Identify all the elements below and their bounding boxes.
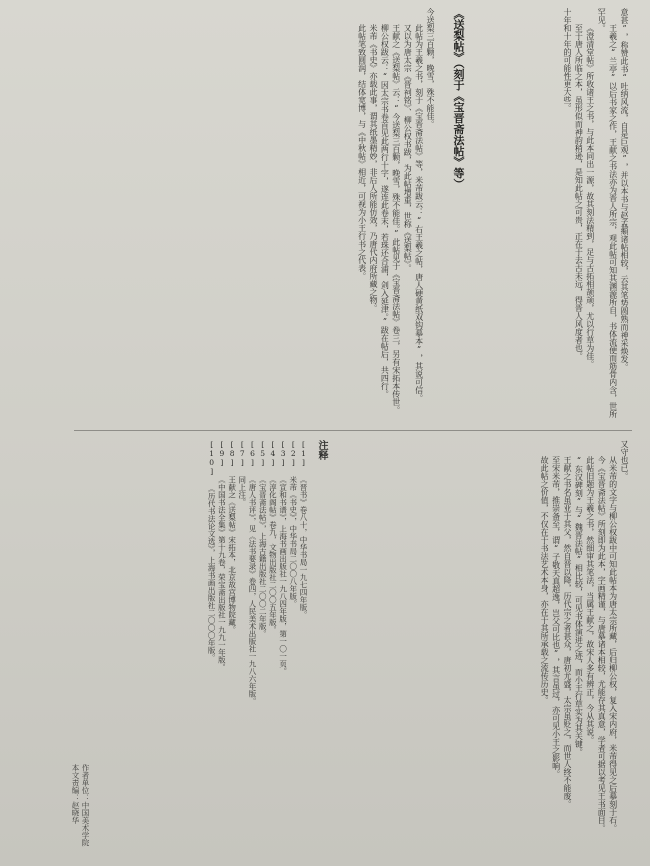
paragraph: “东汉碑刻”与“魏晋法帖”相比较，可见书体演进之迹，而小王行草实为其关键。 — [574, 456, 584, 756]
top-right-column — [472, 8, 630, 424]
paragraph: 米芾《书史》亦载此事，谓其纸墨精妙，非后人所能仿效，乃唐代内府所藏之物。 — [368, 24, 378, 312]
paragraph: 十年和十年的可能性更大些。 — [562, 8, 572, 112]
paragraph: 又以为唐太宗《晋祠铭》、柳公权书跋，为此帖增重，世称《送梨帖》。 — [403, 24, 413, 272]
note-item: [2] 米芾《书史》，中华书局二〇〇八年版。 — [288, 440, 298, 608]
paragraph: 王献之书名虽亚于其父，然自晋以降，历代宗之者甚众，唐初尤盛，太宗虽贬之，而世人终不能废。 — [562, 456, 572, 808]
note-item: [5] 《宝晋斋法帖》，上海古籍出版社二〇〇二年版。 — [258, 440, 268, 638]
note-item: [3] 《宣和书谱》，上海书画出版社一九八四年版，第一〇一页。 — [278, 440, 288, 675]
note-item: [7] 同上注。 — [237, 440, 247, 506]
note-item: [8] 王献之《送梨帖》宋拓本，北京故宫博物院藏。 — [227, 440, 237, 634]
paragraph: 此帖为王羲之书，刻于《宝晋斋法帖》等，米芾跋云：“右王羲之帖，唐人硬黄纸双钩摹本”，其说可信。 — [414, 24, 424, 402]
paragraph: 至于唐人所临之本，虽形似而神韵稍逊，是知此帖之可贵，正在于去古未远，得晋人风度者也。 — [574, 24, 584, 360]
paragraph: 《澄清堂帖》所收诸王之书，与此本同出一源，故其刻法精到，足与古拓相颉颃，尤以行草为佳。 — [585, 24, 595, 368]
notes-column — [94, 440, 334, 770]
paragraph: 故此帖之价值，不仅在于书法艺术本身，亦在于其所承载之流传历史。 — [540, 456, 550, 704]
section-divider — [74, 430, 632, 431]
paragraph: 意甚”，称赞此书“吐纳风流，自是巨观”，并以本书与赵孟頫诸帖相较，云其笔势圆熟而神采焕发。 — [620, 8, 629, 371]
note-item: [1] 《晋书》卷八十，中华书局一九七四年版。 — [299, 440, 308, 619]
paragraph: 王献之《送梨帖》云：“今送梨三百颗，晚雪，殊不能佳。”此帖见于《宝晋斋法帖》卷三，另有宋拓本传世。 — [391, 24, 401, 414]
note-item: [9] 《中国书法全集》第十九卷，荣宝斋出版社一九九一年版。 — [217, 440, 227, 671]
bottom-right-column — [340, 440, 630, 844]
paragraph: 今送梨三百颗，晚雪，殊不能佳。 — [426, 8, 435, 128]
paragraph: 柳公权跋云：“因太宗书卷首见此两行十字，遂连此卷末，若珠还合浦，剑入延津。”跋在帖后，共四行。 — [380, 24, 390, 398]
paragraph: 从米芾的文字与柳公权跋中可知此帖本为唐太宗所藏，后归柳公权，复入宋内府，米芾得见之后摹刻于石。 — [608, 456, 618, 832]
paragraph: 今《宝晋斋法帖》所刻即为此本，字画精谨，与唐摹诸本相较，尤能存其真意，学者可据以考见王书面目。 — [597, 456, 607, 832]
author-credit — [70, 764, 90, 847]
author-affiliation: 作者单位：中国美术学院 — [81, 763, 90, 846]
notes-title: 注释 — [316, 440, 327, 460]
paragraph: 此帖旧题为王羲之书，然细审其笔法，当属王献之，故宋人多有辨正，今从其说。 — [585, 456, 595, 744]
paragraph: 王羲之“兰亭”以后书家之作，王献之书法亦为晋人所宗，观此帖可知其渊源所自，书体流便而筋骨内含，世所罕见。 — [597, 8, 618, 418]
paragraph: 此帖笔致圆润，结体宽博，与《中秋帖》相近，可视为小王行书之代表。 — [357, 24, 367, 280]
paragraph: 又守也已。 — [620, 440, 629, 480]
note-item: [6] 《唐人书评》，见《法书要录》卷四，人民美术出版社一九八六年版。 — [247, 440, 257, 705]
paragraph: 至宋米芾，推崇备至，谓“子敬天真超逸，岂父可比也”，其言虽过，亦可见小王之影响。 — [551, 456, 561, 778]
section-heading: 《送梨帖》（刻于《宝晋斋法帖》等） — [452, 8, 465, 190]
top-left-column — [16, 8, 436, 424]
section-heading-column — [438, 8, 470, 424]
note-item: [4] 《淳化阁帖》卷九，文物出版社二〇〇五年版。 — [268, 440, 278, 634]
editor-credit: 本文责编：赵晓华 — [71, 763, 80, 824]
note-item: [10] 《历代书法论文选》，上海书画出版社二〇〇〇年版。 — [207, 440, 217, 662]
